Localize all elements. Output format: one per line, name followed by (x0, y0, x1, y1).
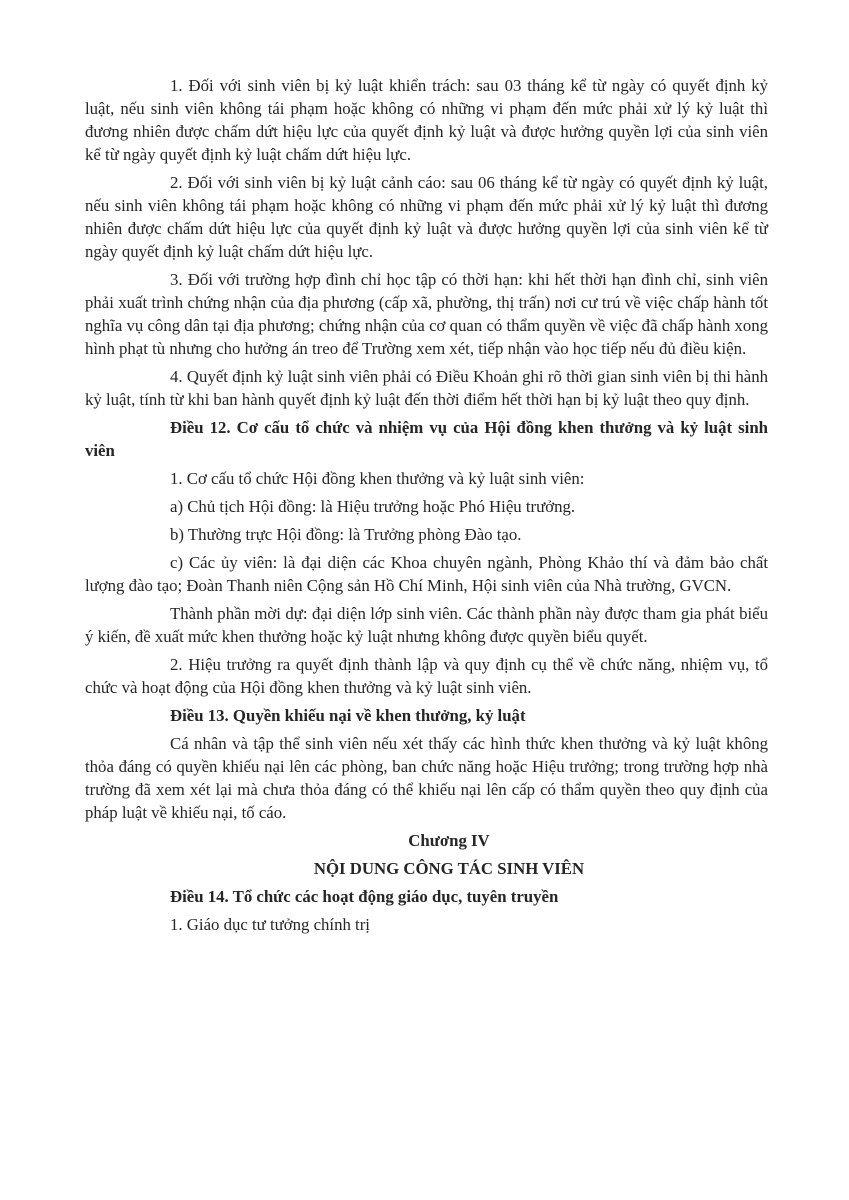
chapter-4-title: NỘI DUNG CÔNG TÁC SINH VIÊN (313, 859, 585, 878)
clause-13-body: Cá nhân và tập thể sinh viên nếu xét thấy các hình thức khen thưởng và kỷ luật không thỏa đáng có quyền khiếu nại lên các phòng, ban chức năng hoặc Hiệu trưởng; trong trường hợp nhà trường đã xem xét lại mà chưa thỏa đáng có thể khiếu nại lên cấp có thẩm quyền theo quy định của pháp luật về khiếu nại, tố cáo. (85, 734, 768, 822)
article-12-heading: Điều 12. Cơ cấu tổ chức và nhiệm vụ của Hội đồng khen thưởng và kỷ luật sinh viên (85, 418, 768, 460)
clause-11-4: 4. Quyết định kỷ luật sinh viên phải có Điều Khoản ghi rõ thời gian sinh viên bị thi hành kỷ luật, tính từ khi ban hành quyết định kỷ luật đến thời điểm hết thời hạn bị kỷ luật theo quy định. (85, 367, 768, 409)
article-13-heading: Điều 13. Quyền khiếu nại về khen thưởng, kỷ luật (170, 706, 526, 725)
clause-11-3: 3. Đối với trường hợp đình chỉ học tập có thời hạn: khi hết thời hạn đình chỉ, sinh viên phải xuất trình chứng nhận của địa phương (cấp xã, phường, thị trấn) nơi cư trú về việc chấp hành tốt nghĩa vụ công dân tại địa phương; chứng nhận của cơ quan có thẩm quyền về việc đã chấp hành xong hình phạt tù nhưng cho hưởng án treo để Trường xem xét, tiếp nhận vào học tiếp nếu đủ điều kiện. (85, 270, 768, 358)
clause-11-2: 2. Đối với sinh viên bị kỷ luật cảnh cáo: sau 06 tháng kể từ ngày có quyết định kỷ luật, nếu sinh viên không tái phạm hoặc không có những vi phạm đến mức phải xử lý kỷ luật thì đương nhiên được chấm dứt hiệu lực của quyết định kỷ luật và được hưởng quyền lợi của sinh viên kể từ ngày quyết định kỷ luật chấm dứt hiệu lực. (85, 173, 768, 261)
clause-14-1: 1. Giáo dục tư tưởng chính trị (170, 915, 370, 934)
clause-12-1: 1. Cơ cấu tổ chức Hội đồng khen thưởng và kỷ luật sinh viên: (170, 469, 585, 488)
clause-12-guests: Thành phần mời dự: đại diện lớp sinh viên. Các thành phần này được tham gia phát biểu ý kiến, đề xuất mức khen thưởng hoặc kỷ luật nhưng không được quyền biểu quyết. (85, 604, 768, 646)
clause-12-1c: c) Các ủy viên: là đại diện các Khoa chuyên ngành, Phòng Khảo thí và đảm bảo chất lượng đào tạo; Đoàn Thanh niên Cộng sản Hồ Chí Minh, Hội sinh viên của Nhà trường, GVCN. (85, 553, 768, 595)
clause-12-1b: b) Thường trực Hội đồng: là Trưởng phòng Đào tạo. (170, 525, 522, 544)
clause-12-2: 2. Hiệu trưởng ra quyết định thành lập và quy định cụ thể về chức năng, nhiệm vụ, tổ chức và hoạt động của Hội đồng khen thưởng và kỷ luật sinh viên. (85, 655, 768, 697)
chapter-4-label: Chương IV (408, 831, 490, 850)
article-14-heading: Điều 14. Tổ chức các hoạt động giáo dục, tuyên truyền (170, 887, 559, 906)
clause-11-1: 1. Đối với sinh viên bị kỷ luật khiển trách: sau 03 tháng kể từ ngày có quyết định kỷ luật, nếu sinh viên không tái phạm hoặc không có những vi phạm đến mức phải xử lý kỷ luật thì đương nhiên được chấm dứt hiệu lực của quyết định kỷ luật và được hưởng quyền lợi của sinh viên kể từ ngày quyết định kỷ luật chấm dứt hiệu lực. (85, 76, 768, 164)
clause-12-1a: a) Chủ tịch Hội đồng: là Hiệu trưởng hoặc Phó Hiệu trưởng. (170, 497, 576, 516)
